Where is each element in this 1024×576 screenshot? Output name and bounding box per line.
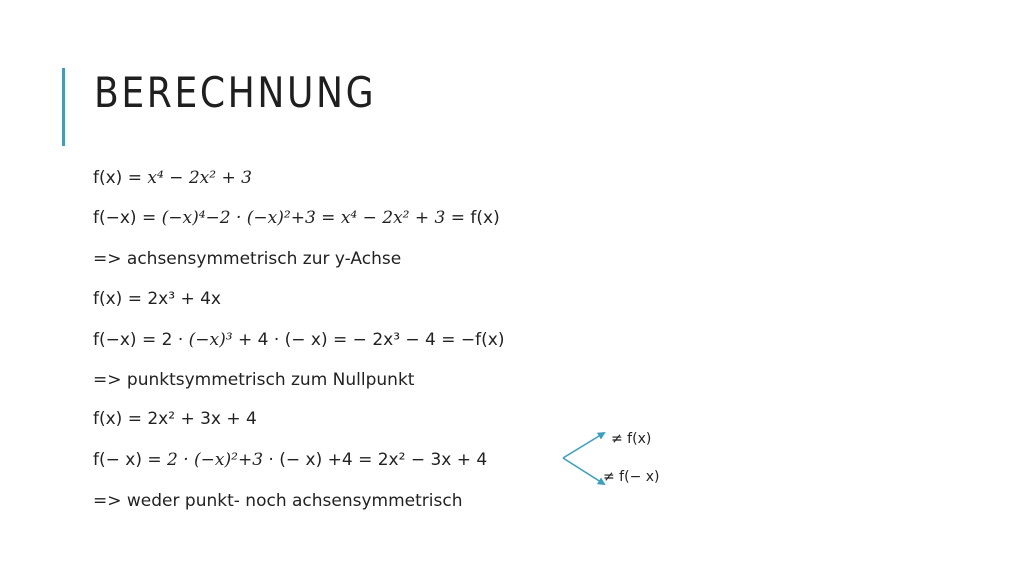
arrow-down [563, 458, 604, 484]
equation-suffix: = f(x) [450, 208, 500, 228]
equation-f-definition-2 [93, 288, 221, 310]
conclusion-text: punktsymmetrisch zum Nullpunkt [126, 370, 415, 390]
equation-f-definition-3 [93, 408, 257, 430]
conclusion-2 [93, 369, 414, 391]
conclusion-arrow: => [93, 491, 122, 511]
equation-f-definition-1 [93, 167, 252, 189]
side-note-not-equal-fx: ≠ f(x) [611, 431, 652, 447]
equation-text: f(x) = 2x³ + 4x [93, 289, 221, 309]
equation-expression: x⁴ − 2x² + 3 [147, 168, 252, 188]
equation-prefix: f(−x) = [93, 208, 157, 228]
conclusion-text: weder punkt- noch achsensymmetrisch [126, 491, 463, 511]
equation-f-negx-2 [93, 329, 504, 351]
equation-expression: (−x)⁴−2 · (−x)²+3 = x⁴ − 2x² + 3 [161, 208, 446, 228]
equation-prefix: f(x) = [93, 168, 142, 188]
equation-prefix: f(− x) = [93, 450, 162, 470]
equation-expression: (−x)³ [188, 330, 233, 350]
conclusion-arrow: => [93, 370, 122, 390]
equation-prefix: f(−x) = 2 · [93, 330, 184, 350]
conclusion-arrow: => [93, 249, 122, 269]
side-note-not-equal-f-negx: ≠ f(− x) [603, 469, 660, 485]
equation-suffix: · (− x) +4 = 2x² − 3x + 4 [268, 450, 488, 470]
equation-f-negx-3 [93, 449, 487, 471]
arrow-up [563, 433, 604, 458]
slide-title: BERECHNUNG [94, 68, 377, 117]
conclusion-text: achsensymmetrisch zur y-Achse [126, 249, 402, 269]
equation-expression: 2 · (−x)²+3 [167, 450, 264, 470]
equation-text: f(x) = 2x² + 3x + 4 [93, 409, 257, 429]
equation-suffix: + 4 · (− x) = − 2x³ − 4 = −f(x) [237, 330, 505, 350]
conclusion-3 [93, 490, 462, 512]
title-accent-bar [62, 68, 65, 146]
equation-f-negx-1 [93, 207, 500, 229]
conclusion-1 [93, 248, 401, 270]
